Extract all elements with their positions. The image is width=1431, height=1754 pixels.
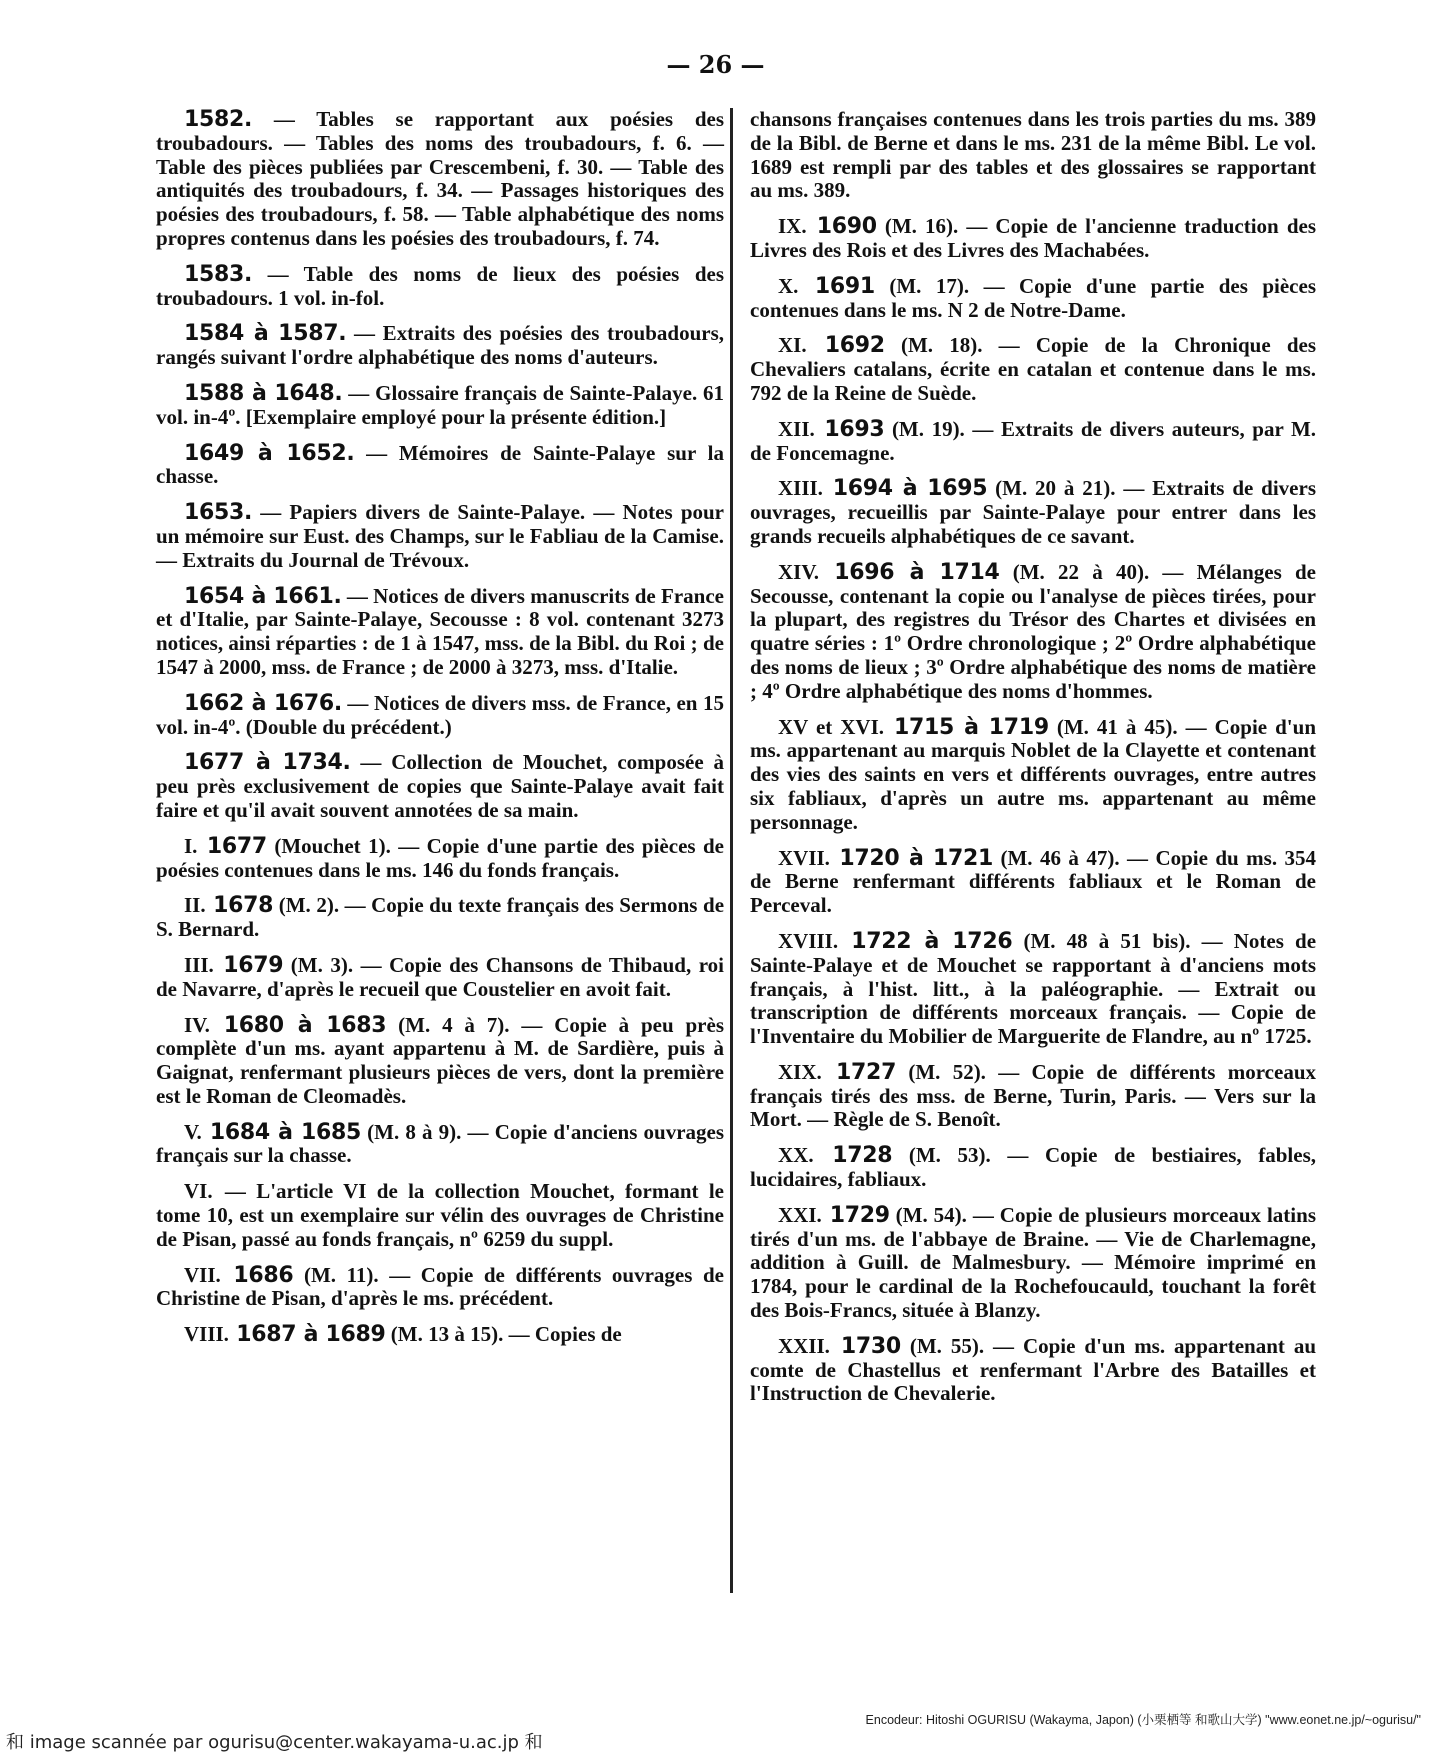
- entry-text: (M. 41 à 45). — Copie d'un ms. appartenant au marquis Noblet de la Clayette et contenant des vies des saints en vers et différents ouvrages, entre autres six fabliaux, d'après un autre ms. appartenant au même personnage.: [750, 714, 1316, 834]
- entry-number: 1680 à 1683: [223, 1012, 387, 1038]
- entry-roman-numeral: XXI.: [778, 1202, 822, 1227]
- entry-text: — Notices de divers manuscrits de France et d'Italie, par Sainte-Palaye, Secousse : 8 vol. contenant 3273 notices, ainsi réparties : de 1 à 1547, mss. de la Bibl. du Roi ; de 1547 à 2000, mss. de France ; de 2000 à 3273, mss. d'Italie.: [156, 583, 724, 679]
- catalog-entry: [750, 215, 1316, 263]
- entry-number: 1696 à 1714: [834, 559, 1000, 585]
- catalog-entry: [750, 477, 1316, 548]
- entry-roman-numeral: II.: [184, 893, 206, 918]
- entry-text: (M. 19). — Extraits de divers auteurs, par M. de Foncemagne.: [750, 416, 1317, 465]
- entry-text: (M. 16). — Copie de l'ancienne traduction des Livres des Rois et des Livres des Machabées.: [750, 214, 1317, 262]
- entry-number: 1730: [840, 1333, 901, 1359]
- entry-text: (M. 4 à 7). — Copie à peu près complète d'un ms. ayant appartenu à M. de Sardière, puis à Gaignat, renfermant plusieurs pièces de vers, dont la première est le Roman de Cleomadès.: [156, 1012, 724, 1108]
- catalog-entry: [156, 382, 724, 430]
- entry-number: 1679: [223, 952, 284, 978]
- entry-number: 1684 à 1685: [209, 1119, 361, 1145]
- entry-text: (M. 8 à 9). — Copie d'anciens ouvrages français sur la chasse.: [156, 1119, 725, 1168]
- entry-number: 1584 à 1587.: [184, 321, 347, 347]
- entry-number: 1686: [233, 1262, 294, 1288]
- entry-roman-numeral: XIV.: [778, 559, 820, 584]
- entry-number: 1694 à 1695: [832, 476, 988, 502]
- entry-text: (M. 17). — Copie d'une partie des pièces contenues dans le ms. N 2 de Notre-Dame.: [750, 273, 1316, 322]
- catalog-entry: [156, 1264, 724, 1312]
- entry-number: 1662 à 1676.: [184, 690, 342, 716]
- left-column: [156, 108, 724, 1359]
- catalog-entry: [156, 692, 724, 740]
- entry-text: (M. 13 à 15). — Copies de: [385, 1322, 622, 1347]
- entry-text: chansons françaises contenues dans les trois parties du ms. 389 de la Bibl. de Berne et dans le ms. 231 de la même Bibl. Le vol. 1689 est rempli par des tables et des glossaires se rapportant au ms. 389.: [750, 107, 1316, 203]
- entry-number: 1715 à 1719: [894, 714, 1049, 740]
- entry-text: — Papiers divers de Sainte-Palaye. — Notes pour un mémoire sur Eust. des Champs, sur le Fabliau de la Camise. — Extraits du Journal de Trévoux.: [156, 500, 724, 572]
- entry-text: — Collection de Mouchet, composée à peu près exclusivement de copies que Sainte-Palaye avait fait faire et qu'il avait souvent annotées de sa main.: [156, 750, 724, 822]
- entry-roman-numeral: XIX.: [778, 1059, 822, 1084]
- entry-number: 1653.: [184, 500, 253, 526]
- catalog-entry: [156, 751, 724, 822]
- entry-roman-numeral: XV et XVI.: [778, 714, 885, 739]
- entry-number: 1677 à 1734.: [184, 750, 351, 776]
- encoder-credit: Encodeur: Hitoshi OGURISU (Wakayma, Japon) (小栗栖等 和歌山大学) "www.eonet.ne.jp/~ogurisu/": [865, 1713, 1421, 1727]
- entry-roman-numeral: XXII.: [778, 1333, 830, 1358]
- catalog-entry: [156, 894, 724, 942]
- entry-roman-numeral: I.: [184, 833, 198, 858]
- entry-roman-numeral: VII.: [184, 1262, 221, 1287]
- catalog-entry: [156, 263, 724, 311]
- entry-text: (M. 55). — Copie d'un ms. appartenant au comte de Chastellus et renfermant l'Arbre des Batailles et l'Instruction de Chevalerie.: [750, 1333, 1316, 1406]
- entry-number: 1678: [213, 893, 274, 919]
- entry-roman-numeral: IX.: [778, 214, 807, 239]
- entry-text: — Glossaire français de Sainte-Palaye. 61 vol. in-4º. [Exemplaire employé pour la présente édition.]: [156, 380, 724, 429]
- entry-text: — Mémoires de Sainte-Palaye sur la chasse.: [156, 440, 724, 489]
- catalog-entry: [750, 847, 1316, 918]
- catalog-entry: [156, 835, 724, 883]
- entry-number: 1677: [206, 833, 267, 859]
- catalog-entry: [750, 1204, 1316, 1323]
- entry-number: 1654 à 1661.: [184, 583, 342, 609]
- catalog-entry: [750, 1335, 1316, 1406]
- entry-text: (M. 53). — Copie de bestiaires, fables, lucidaires, fabliaux.: [750, 1143, 1317, 1192]
- entry-roman-numeral: VIII.: [184, 1322, 229, 1347]
- column-divider: [730, 108, 733, 1593]
- catalog-entry: [750, 716, 1316, 835]
- entry-text: (Mouchet 1). — Copie d'une partie des pièces de poésies contenues dans le ms. 146 du fonds français.: [156, 833, 724, 882]
- entry-roman-numeral: XVII.: [778, 845, 830, 870]
- catalog-entry: [750, 1144, 1316, 1192]
- entry-number: 1693: [824, 416, 885, 442]
- entry-number: 1692: [824, 333, 885, 359]
- entry-number: 1729: [829, 1202, 890, 1228]
- catalog-entry: [156, 1323, 724, 1347]
- catalog-entry: [156, 501, 724, 572]
- right-column: [750, 108, 1316, 1418]
- catalog-entry: [156, 585, 724, 680]
- catalog-entry: [750, 561, 1316, 704]
- entry-text: (M. 20 à 21). — Extraits de divers ouvrages, recueillis par Sainte-Palaye pour entrer dans les grands recueils alphabétiques de ce savant.: [750, 476, 1316, 548]
- entry-text: (M. 54). — Copie de plusieurs morceaux latins tirés d'un ms. de l'abbaye de Braine. — Vie de Charlemagne, addition à Guill. de Malmesbury. — Mémoire imprimé en 1784, pour le cardinal de la Rochefoucauld, touchant la forêt des Bois-Francs, située à Blanzy.: [750, 1202, 1316, 1323]
- catalog-entry: [750, 1061, 1316, 1132]
- entry-number: 1691: [814, 273, 875, 299]
- entry-text: (M. 18). — Copie de la Chronique des Chevaliers catalans, écrite en catalan et contenue dans le ms. 792 de la Reine de Suède.: [750, 333, 1317, 405]
- catalog-entry: [156, 1014, 724, 1109]
- entry-number: 1687 à 1689: [236, 1322, 386, 1348]
- catalog-entry: [750, 108, 1316, 203]
- entry-number: 1722 à 1726: [851, 928, 1013, 954]
- entry-number: 1649 à 1652.: [184, 440, 355, 466]
- entry-roman-numeral: XVIII.: [778, 928, 839, 953]
- entry-number: 1727: [836, 1059, 897, 1085]
- entry-number: 1690: [816, 214, 877, 240]
- entry-roman-numeral: XIII.: [778, 476, 823, 501]
- entry-number: 1728: [832, 1143, 893, 1169]
- catalog-entry: [750, 418, 1316, 466]
- entry-roman-numeral: XII.: [778, 416, 815, 441]
- catalog-entry: [156, 1121, 724, 1169]
- entry-number: 1582.: [184, 107, 253, 132]
- entry-roman-numeral: III.: [184, 952, 214, 977]
- entry-text: — Tables se rapportant aux poésies des troubadours. — Tables des noms des troubadours, f. 6. — Table des pièces publiées par Crescembeni, f. 30. — Table des antiquités des troubadours, f. 34. — Passages historiques des poésies des troubadours, f. 58. — Table alphabétique des noms propres contenus dans les poésies des troubadours, f. 74.: [156, 107, 724, 250]
- catalog-entry: [750, 334, 1316, 405]
- entry-text: (M. 2). — Copie du texte français des Sermons de S. Bernard.: [156, 893, 725, 942]
- entry-text: — Extraits des poésies des troubadours, rangés suivant l'ordre alphabétique des noms d'auteurs.: [156, 321, 725, 370]
- catalog-entry: [156, 954, 724, 1002]
- catalog-entry: [750, 930, 1316, 1049]
- entry-roman-numeral: VI.: [184, 1179, 213, 1204]
- catalog-entry: [750, 275, 1316, 323]
- entry-roman-numeral: XX.: [778, 1143, 814, 1168]
- catalog-entry: [156, 1180, 724, 1251]
- page-number: — 26 —: [666, 50, 765, 79]
- entry-number: 1583.: [184, 261, 253, 287]
- entry-text: — Notices de divers mss. de France, en 15 vol. in-4º. (Double du précédent.): [156, 690, 724, 739]
- catalog-entry: [156, 322, 724, 370]
- catalog-entry: [156, 442, 724, 490]
- entry-text: (M. 22 à 40). — Mélanges de Secousse, contenant la copie ou l'analyse de pièces tirées, pour la plupart, des registres du Trésor des Chartes et divisées en quatre séries : 1º Ordre chronologique ; 2º Ordre alphabétique des noms de lieux ; 3º Ordre alphabétique des noms de matière ; 4º Ordre alphabétique des noms d'hommes.: [750, 559, 1316, 703]
- entry-number: 1720 à 1721: [839, 845, 994, 871]
- entry-text: — L'article VI de la collection Mouchet, formant le tome 10, est un exemplaire sur vélin des ouvrages de Christine de Pisan, passé au fonds français, nº 6259 du suppl.: [156, 1179, 724, 1251]
- catalog-entry: [156, 108, 724, 251]
- entry-text: (M. 11). — Copie de différents ouvrages de Christine de Pisan, d'après le ms. précédent.: [156, 1262, 724, 1311]
- entry-roman-numeral: X.: [778, 273, 799, 298]
- entry-text: — Table des noms de lieux des poésies des troubadours. 1 vol. in-fol.: [156, 261, 724, 310]
- entry-text: (M. 46 à 47). — Copie du ms. 354 de Berne renfermant différents fabliaux et le Roman de Perceval.: [750, 845, 1316, 918]
- entry-text: (M. 48 à 51 bis). — Notes de Sainte-Palaye et de Mouchet se rapportant à d'anciens mots français, à l'hist. litt., à la paléographie. — Extrait ou transcription de différents morceaux français. — Copie de l'Inventaire du Mobilier de Marguerite de Flandre, au nº 1725.: [750, 928, 1317, 1049]
- entry-roman-numeral: XI.: [778, 333, 807, 358]
- entry-roman-numeral: V.: [184, 1119, 202, 1144]
- entry-roman-numeral: IV.: [184, 1012, 210, 1037]
- entry-text: (M. 52). — Copie de différents morceaux français tirés des mss. de Berne, Turin, Paris. — Vers sur la Mort. — Règle de S. Benoît.: [750, 1059, 1316, 1132]
- scan-credit: 和 image scannée par ogurisu@center.wakayama-u.ac.jp 和: [6, 1732, 543, 1753]
- entry-number: 1588 à 1648.: [184, 380, 343, 406]
- entry-text: (M. 3). — Copie des Chansons de Thibaud, roi de Navarre, d'après le recueil que Coustelier en avoit fait.: [156, 952, 725, 1001]
